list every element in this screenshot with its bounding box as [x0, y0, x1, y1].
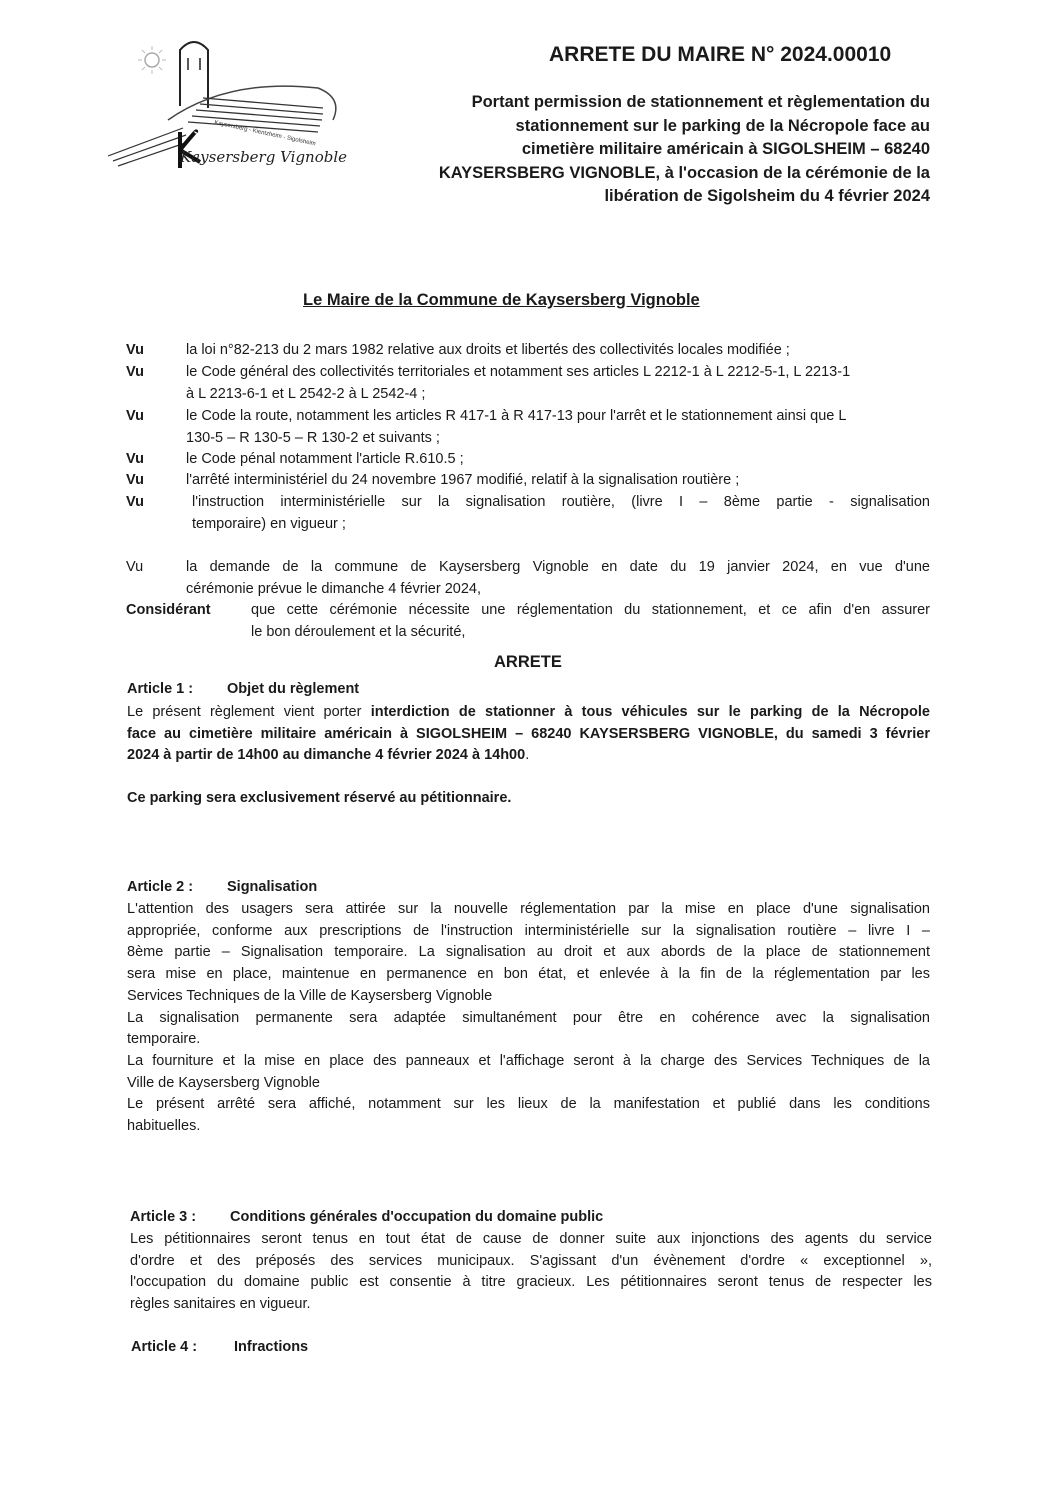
article-3-line: l'occupation du domaine public est consentie à titre gracieux. Les pétitionnaires seront tenus de respecter les [130, 1274, 932, 1291]
article-number: Article 2 : [127, 879, 194, 895]
vu-line: temporaire) en vigueur ; [192, 515, 346, 532]
vu-line: la demande de la commune de Kaysersberg Vignoble en date du 19 janvier 2024, en vue d'une [186, 559, 930, 575]
article-3-line: Les pétitionnaires seront tenus en tout état de cause de donner suite aux injonctions des agents du service [130, 1231, 932, 1247]
article-2-line: appropriée, conforme aux prescriptions de l'instruction interministérielle sur la signalisation routière – livre I – [127, 922, 930, 939]
vu-text [186, 362, 930, 405]
vu-line: le Code général des collectivités territoriales et notamment ses articles L 2212-1 à L 2212-5-1, L 2213-1 [186, 364, 851, 380]
article-1-line [127, 724, 930, 746]
text-normal: . [525, 747, 530, 764]
text-normal: Le présent règlement vient porter [127, 704, 371, 720]
article-1-body [127, 702, 930, 767]
article-4-heading [131, 1339, 308, 1355]
vu-line: à L 2213-6-1 et L 2542-2 à L 2542-4 ; [186, 385, 426, 402]
considerant-text [251, 600, 930, 643]
vu-line: cérémonie prévue le dimanche 4 février 2024, [186, 580, 481, 597]
vu-label: Vu [126, 559, 144, 575]
article-3-line: règles sanitaires en vigueur. [130, 1296, 311, 1313]
article-2-line: Services Techniques de la Ville de Kaysersberg Vignoble [127, 987, 493, 1004]
vu-label: Vu [126, 408, 144, 424]
article-2-line: 8ème partie – Signalisation temporaire. La signalisation au droit et aux abords de la place de stationnement [127, 944, 930, 961]
article-title: Objet du règlement [227, 681, 360, 697]
maire-title: Le Maire de la Commune de Kaysersberg Vignoble [303, 291, 700, 309]
subject-line: stationnement sur le parking de la Nécropole face au [515, 116, 930, 135]
article-2-line: temporaire. [127, 1031, 201, 1048]
vu-line: 130-5 – R 130-5 – R 130-2 et suivants ; [186, 429, 440, 446]
vu-text [186, 557, 930, 600]
vu-line: la loi n°82-213 du 2 mars 1982 relative aux droits et libertés des collectivités locales modifiée ; [186, 342, 790, 358]
article-number: Article 4 : [131, 1339, 198, 1355]
article-3-heading [130, 1209, 603, 1225]
article-2-line: La fourniture et la mise en place des panneaux et l'affichage seront à la charge des Services Techniques de la [127, 1052, 930, 1069]
vu-label: Vu [126, 342, 144, 358]
vu-label: Vu [126, 364, 144, 380]
article-2-line: La signalisation permanente sera adaptée simultanément pour être en cohérence avec la signalisation [127, 1009, 930, 1026]
article-2-body [127, 899, 930, 1138]
article-title: Signalisation [227, 879, 318, 895]
article-number: Article 3 : [130, 1209, 197, 1225]
article-2-line: Le présent arrêté sera affiché, notamment sur les lieux de la manifestation et publié dans les conditions [127, 1096, 930, 1113]
vu-line: le Code la route, notamment les articles R 417-1 à R 417-13 pour l'arrêt et le stationnement ainsi que L [186, 408, 847, 424]
arrete-heading-text: ARRETE [494, 653, 562, 671]
considerant-label: Considérant [126, 602, 211, 618]
article-1-line [127, 745, 930, 767]
vu-text [186, 470, 930, 492]
vu-text [192, 492, 930, 535]
vu-label: Vu [126, 472, 144, 488]
vu-line: l'instruction interministérielle sur la signalisation routière, (livre I – 8ème partie - signalisation [192, 494, 930, 510]
subject-line: cimetière militaire américain à SIGOLSHEIM – 68240 [521, 140, 930, 158]
article-1-reserve [127, 788, 930, 810]
article-title: Conditions générales d'occupation du domaine public [230, 1209, 604, 1225]
article-2-line: L'attention des usagers sera attirée sur la nouvelle réglementation par la mise en place d'une signalisation [127, 901, 930, 917]
text-bold: 2024 à partir de 14h00 au dimanche 4 février 2024 à 14h00 [127, 747, 526, 764]
subject-line: libération de Sigolsheim du 4 février 2024 [604, 187, 930, 205]
vu-text [186, 449, 930, 471]
vu-label: Vu [126, 494, 144, 510]
vu-label: Vu [126, 451, 144, 467]
vu-line: le Code pénal notamment l'article R.610.5 ; [186, 451, 464, 467]
vu-text [186, 406, 930, 449]
subject-line: Portant permission de stationnement et règlementation du [471, 93, 930, 111]
article-2-line: Ville de Kaysersberg Vignoble [127, 1074, 320, 1091]
subject-line: KAYSERSBERG VIGNOBLE, à l'occasion de la cérémonie de la [438, 163, 930, 182]
vu-text [186, 340, 930, 362]
article-2-line: habituelles. [127, 1118, 201, 1135]
text-bold: face au cimetière militaire américain à SIGOLSHEIM – 68240 KAYSERSBERG VIGNOBLE, du samedi 3 février [127, 725, 930, 742]
arrete-subject [330, 91, 930, 209]
arrete-number: ARRETE DU MAIRE N° 2024.00010 [549, 43, 892, 66]
article-number: Article 1 : [127, 681, 194, 697]
considerant-line: le bon déroulement et la sécurité, [251, 623, 466, 640]
article-1-line [127, 702, 930, 724]
logo-subtitle: Kaysersberg - Kientzheim - Sigolsheim [213, 120, 317, 148]
article-title: Infractions [234, 1339, 309, 1355]
article-2-heading [127, 879, 317, 895]
reserve-text: Ce parking sera exclusivement réservé au pétitionnaire. [127, 790, 512, 806]
logo-name: Kaysersberg Vignoble [180, 148, 348, 166]
article-1-heading [127, 681, 359, 697]
article-3-line: d'ordre et des préposés des services municipaux. S'agissant d'un évènement d'ordre « exceptionnel », [130, 1252, 932, 1269]
article-3-body [130, 1229, 932, 1316]
vu-line: l'arrêté interministériel du 24 novembre 1967 modifié, relatif à la signalisation routière ; [186, 472, 740, 488]
text-bold: interdiction de stationner à tous véhicules sur le parking de la Nécropole [370, 704, 930, 720]
article-2-line: sera mise en place, maintenue en permanence en bon état, et enlevée à la fin de la réglementation par les [127, 966, 930, 983]
considerant-line: que cette cérémonie nécessite une réglementation du stationnement, et ce afin d'en assurer [251, 602, 930, 618]
